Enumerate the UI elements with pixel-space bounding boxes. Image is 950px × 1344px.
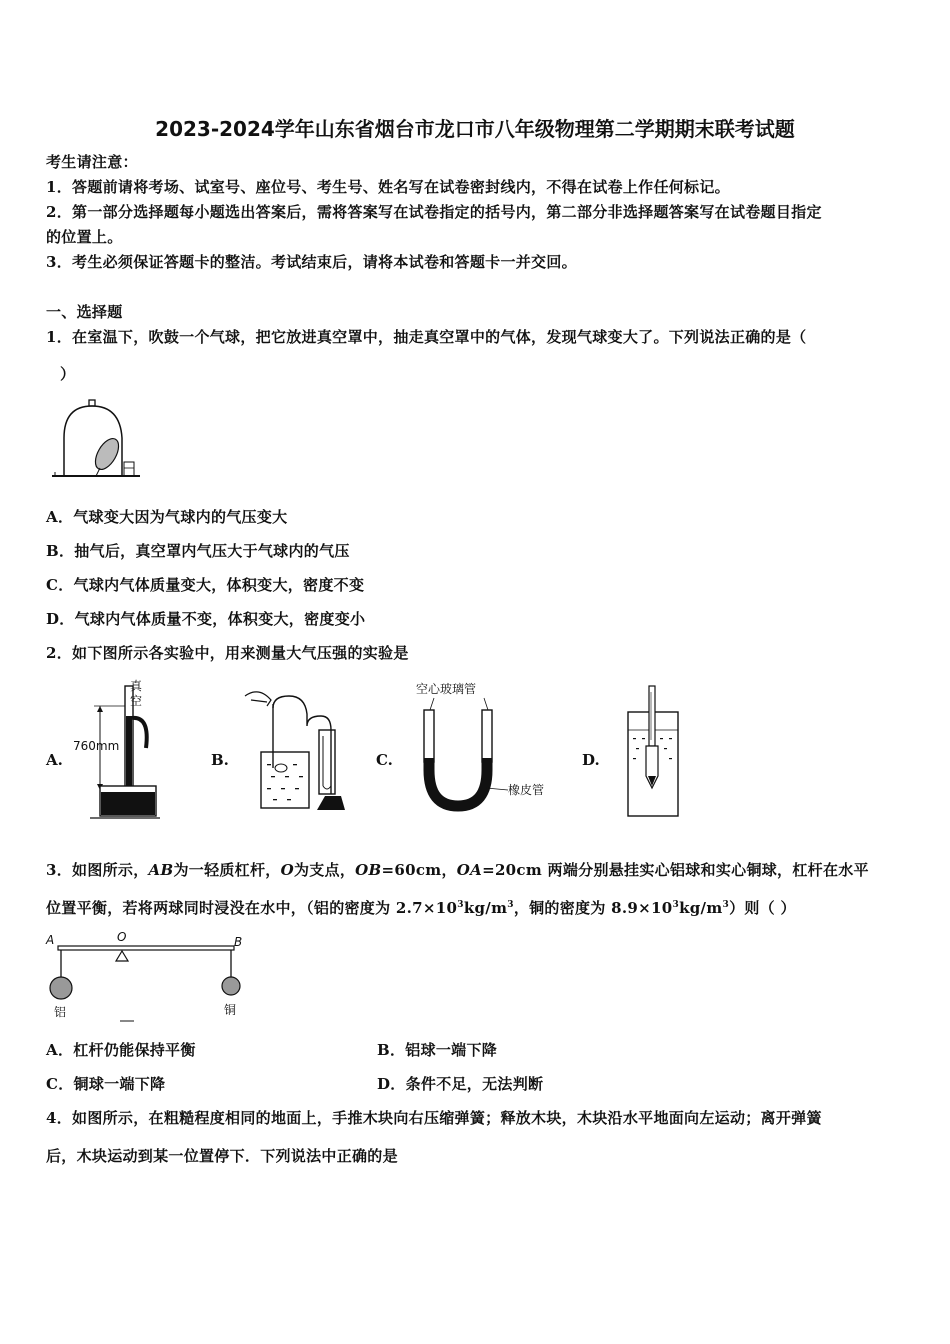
q2-figure-d-densimeter — [624, 684, 684, 818]
notice-item: 2．第一部分选择题每小题选出答案后，需将答案写在试卷指定的括号内，第二部分非选择题答案写在试卷题目指定 — [46, 203, 822, 221]
q1-option-d[interactable]: D．气球内气体质量不变，体积变大，密度变小 — [46, 610, 366, 628]
q3-figure-lever — [44, 928, 254, 1028]
q1-option-c[interactable]: C．气球内气体质量变大，体积变大，密度不变 — [46, 576, 365, 594]
q3-stem-line1: 3．如图所示，AB为一轻质杠杆，O为支点，OB=60cm，OA=20cm 两端分别悬挂实心铝球和实心铜球，杠杆在水平 — [46, 861, 869, 879]
q3-option-a[interactable]: A．杠杆仍能保持平衡 — [46, 1041, 196, 1059]
lever-label-copper: 铜 — [224, 1003, 237, 1017]
section-heading: 一、选择题 — [46, 303, 123, 321]
q1-stem-end: ） — [60, 365, 76, 383]
q2-label-c[interactable]: C. — [376, 751, 393, 769]
fig-c-label-rubber-tube: 橡皮管 — [508, 783, 545, 797]
fig-a-label-kong: 空 — [130, 694, 143, 708]
q3-option-c[interactable]: C．铜球一端下降 — [46, 1075, 166, 1093]
q2-stem: 2．如下图所示各实验中，用来测量大气压强的实验是 — [46, 644, 409, 662]
q2-label-d[interactable]: D. — [582, 751, 600, 769]
lever-label-aluminum: 铝 — [54, 1005, 67, 1019]
notice-item: 1．答题前请将考场、试室号、座位号、考生号、姓名写在试卷密封线内，不得在试卷上作任何标记。 — [46, 178, 730, 196]
q3-option-b[interactable]: B．铝球一端下降 — [377, 1041, 498, 1059]
lever-label-a: A — [46, 933, 55, 947]
notice-heading: 考生请注意： — [46, 153, 138, 171]
q1-figure-vacuum-bell — [52, 398, 142, 480]
q1-stem: 1．在室温下，吹鼓一个气球，把它放进真空罩中，抽走真空罩中的气体，发现气球变大了。下列说法正确的是（ — [46, 328, 807, 346]
lever-label-o: O — [117, 930, 127, 944]
fig-c-label-glass-tube: 空心玻璃管 — [416, 682, 477, 696]
fig-a-label-zhen: 真 — [130, 679, 143, 693]
q2-figure-b-pressure-gauge — [237, 686, 352, 814]
q1-option-b[interactable]: B．抽气后，真空罩内气压大于气球内的气压 — [46, 542, 350, 560]
q1-option-a[interactable]: A．气球变大因为气球内的气压变大 — [46, 508, 288, 526]
q2-figure-a-torricelli — [70, 678, 165, 820]
q2-label-b[interactable]: B. — [211, 751, 229, 769]
q4-stem-line1: 4．如图所示，在粗糙程度相同的地面上，手推木块向右压缩弹簧；释放木块，木块沿水平地面向左运动；离开弹簧 — [46, 1109, 822, 1127]
lever-label-b: B — [234, 935, 243, 949]
q3-option-d[interactable]: D．条件不足，无法判断 — [377, 1075, 544, 1093]
notice-item: 3．考生必须保证答题卡的整洁。考试结束后，请将本试卷和答题卡一并交回。 — [46, 253, 577, 271]
fig-a-label-760mm: 760mm — [73, 739, 120, 753]
q2-label-a[interactable]: A. — [46, 751, 63, 769]
q4-stem-line2: 后，木块运动到某一位置停下．下列说法中正确的是 — [46, 1147, 398, 1165]
q2-figure-c-rubber-tube — [414, 680, 554, 820]
notice-item: 的位置上。 — [46, 228, 123, 246]
q3-stem-line2: 位置平衡，若将两球同时浸没在水中，（铝的密度为 $2.7\times 10^3kg/m^3$，铜的密度为 $8.9\times 10^3kg/m^3$）则（ ） — [46, 899, 796, 917]
page-title: 2023-2024学年山东省烟台市龙口市八年级物理第二学期期末联考试题 — [155, 117, 795, 141]
